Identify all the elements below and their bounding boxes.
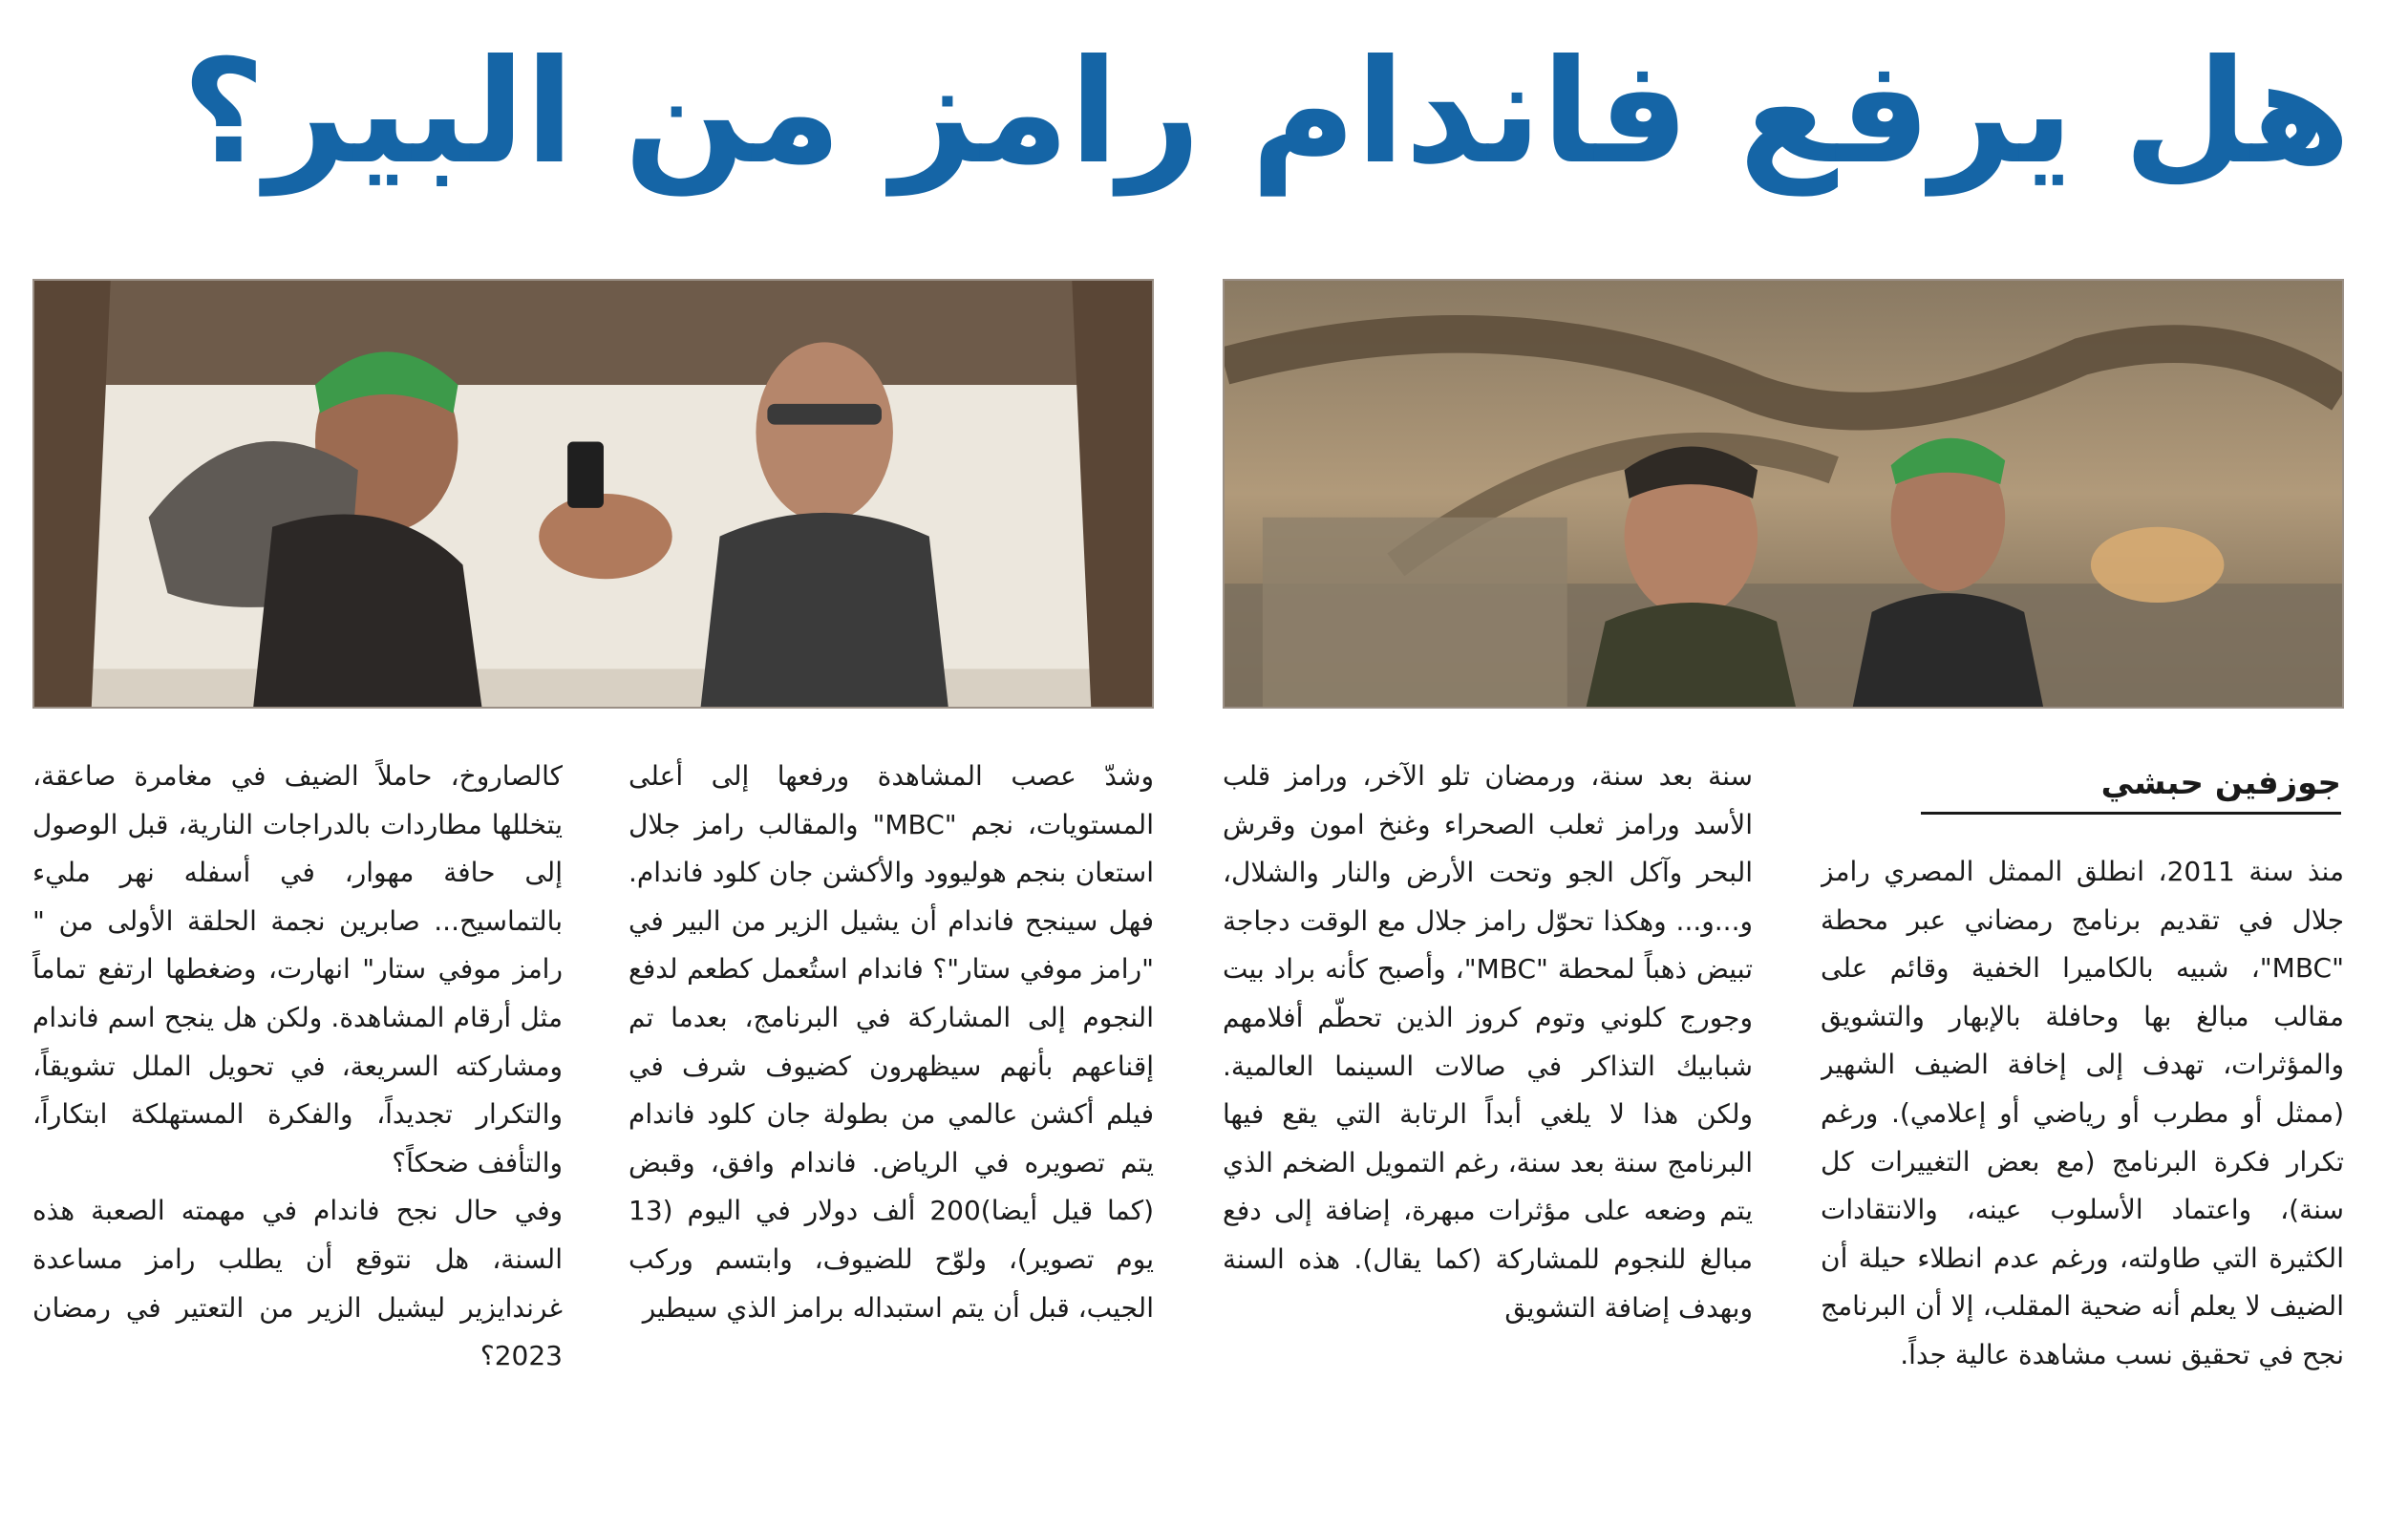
article-headline: هل يرفع فاندام رامز من البير؟ bbox=[181, 30, 2351, 196]
paragraph: كالصاروخ، حاملاً الضيف في مغامرة صاعقة، يتخللها مطاردات بالدراجات النارية، قبل الوصول إلى حافة مهوار، في أسفله نهر مليء بالتماسيح... صابرين نجمة الحلقة الأولى من " رامز موفي ستار" انهارت، وضغطها ارتفع تماماً مثل أرقام المشاهدة. ولكن هل ينجح اسم فاندام ومشاركته السريعة، في تحويل الملل تشويقاً، والتكرار تجديداً، والفكرة المستهلكة ابتكاراً، والتأفف ضحكاً؟ bbox=[32, 760, 563, 1178]
byline: جوزفين حبشي bbox=[1921, 754, 2341, 815]
article-column-2 bbox=[1223, 753, 1753, 1488]
jeep-interior-image bbox=[34, 281, 1152, 707]
paragraph: منذ سنة 2011، انطلق الممثل المصري رامز جلال في تقديم برنامج رمضاني عبر محطة "MBC"، شبيه بالكاميرا الخفية وقائم على مقالب مبالغ بها وحافلة بالإبهار والتشويق والمؤثرات، تهدف إلى إخافة الضيف الشهير (ممثل أو مطرب أو رياضي أو إعلامي). ورغم تكرار فكرة البرنامج (مع بعض التغييرات كل سنة)، واعتماد الأسلوب عينه، والانتقادات الكثيرة التي طاولته، ورغم عدم انطلاء حيلة أن الضيف لا يعلم أنه ضحية المقلب، إلا أن البرنامج نجح في تحقيق نسب مشاهدة عالية جداً. bbox=[1821, 856, 2344, 1370]
desert-jeep-image bbox=[1225, 281, 2342, 707]
photo-jeep-interior bbox=[32, 279, 1154, 709]
paragraph: وفي حال نجح فاندام في مهمته الصعبة هذه السنة، هل نتوقع أن يطلب رامز مساعدة غرندايزير ليشيل الزير من التعتير في رمضان 2023؟ bbox=[32, 1195, 563, 1372]
article-column-4 bbox=[32, 753, 563, 1488]
article-column-3 bbox=[629, 753, 1154, 1488]
article-column-1 bbox=[1821, 848, 2344, 1478]
photo-desert-jeep bbox=[1223, 279, 2344, 709]
paragraph: سنة بعد سنة، ورمضان تلو الآخر، ورامز قلب الأسد ورامز ثعلب الصحراء وغنخ امون وقرش البحر وآكل الجو وتحت الأرض والنار والشلال، و...و... وهكذا تحوّل رامز جلال مع الوقت دجاجة تبيض ذهباً لمحطة "MBC"، وأصبح كأنه براد بيت وجورج كلوني وتوم كروز الذين تحطّم أفلامهم شبابيك التذاكر في صالات السينما العالمية. ولكن هذا لا يلغي أبداً الرتابة التي يقع فيها البرنامج سنة بعد سنة، رغم التمويل الضخم الذي يتم وضعه على مؤثرات مبهرة، إضافة إلى دفع مبالغ للنجوم للمشاركة (كما يقال). هذه السنة وبهدف إضافة التشويق bbox=[1223, 760, 1753, 1324]
paragraph: وشدّ عصب المشاهدة ورفعها إلى أعلى المستويات، نجم "MBC" والمقالب رامز جلال استعان بنجم هوليوود والأكشن جان كلود فاندام. فهل سينجح فاندام أن يشيل الزير من البير في "رامز موفي ستار"؟ فاندام استُعمل كطعم لدفع النجوم إلى المشاركة في البرنامج، بعدما تم إقناعهم بأنهم سيظهرون كضيوف شرف في فيلم أكشن عالمي من بطولة جان كلود فاندام يتم تصويره في الرياض. فاندام وافق، وقبض (كما قيل أيضا)200 ألف دولار في اليوم (13 يوم تصوير)، ولوّح للضيوف، وابتسم وركب الجيب، قبل أن يتم استبداله برامز الذي سيطير bbox=[629, 760, 1154, 1324]
